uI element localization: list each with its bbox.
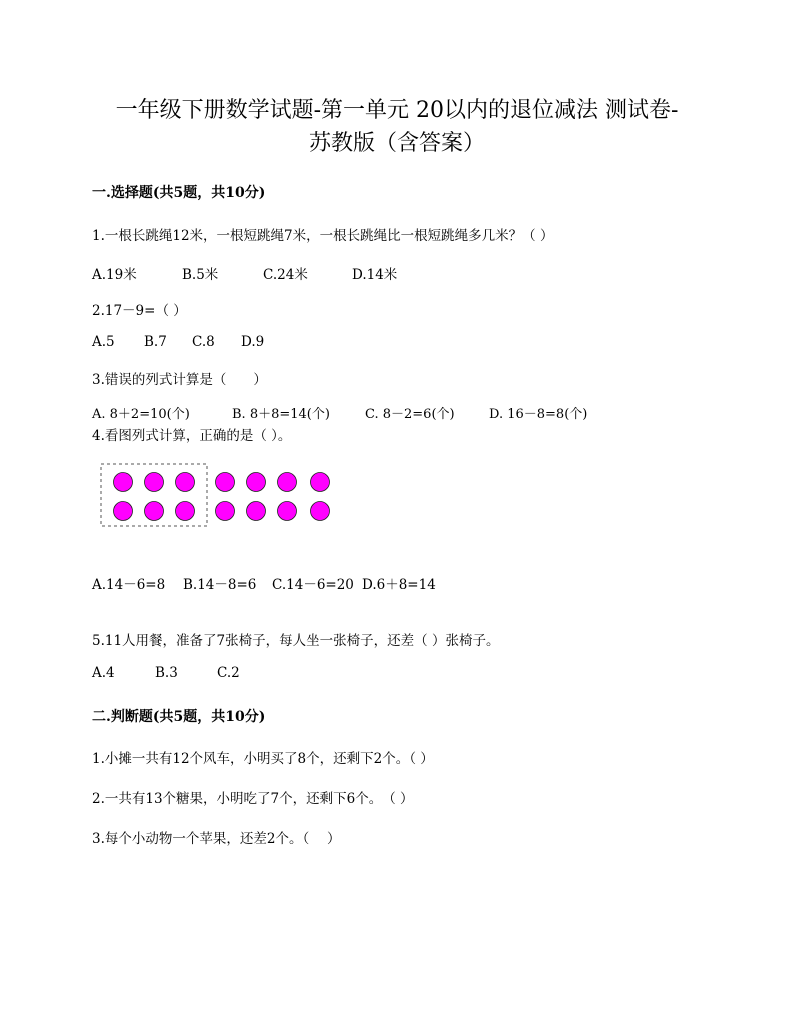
title-line-2: 苏教版（含答案）	[308, 131, 485, 156]
circle	[247, 473, 266, 492]
question-5-text: 5.11人用餐，准备了7张椅子，每人坐一张椅子，还差（ ）张椅子。	[92, 633, 500, 649]
boxed-circle	[176, 502, 195, 521]
circle	[278, 502, 297, 521]
option-d[interactable]: D.6＋8=14	[362, 577, 436, 593]
question-2-text: 2.17－9=（ ）	[92, 303, 187, 319]
option-b[interactable]: B.5米	[182, 267, 219, 283]
judgement-2-text: 2.一共有13个糖果，小明吃了7个，还剩下6个。 （ ）	[92, 791, 414, 807]
boxed-circle	[114, 473, 133, 492]
question-3-options	[92, 403, 587, 422]
question-2-options	[92, 334, 264, 350]
option-d[interactable]: D.9	[241, 334, 265, 350]
option-c[interactable]: C.2	[217, 665, 240, 681]
circle	[278, 473, 297, 492]
option-a[interactable]: A.14－6=8	[92, 577, 166, 593]
question-3-text: 3.错误的列式计算是（ ）	[92, 372, 267, 388]
option-b[interactable]: B.3	[155, 665, 178, 681]
circle	[216, 502, 235, 521]
option-b[interactable]: B.7	[144, 334, 167, 350]
page-title	[60, 94, 734, 160]
boxed-circle	[176, 473, 195, 492]
option-a[interactable]: A.19米	[92, 267, 137, 283]
option-a[interactable]: A.4	[92, 665, 115, 681]
option-d[interactable]: D. 16－8=8(个)	[489, 407, 588, 422]
circle	[311, 473, 330, 492]
question-4-text: 4.看图列式计算，正确的是（ ）。	[92, 428, 292, 444]
circle	[216, 473, 235, 492]
option-c[interactable]: C. 8－2=6(个)	[365, 407, 455, 422]
judgement-1-text: 1.小摊一共有12个风车，小明买了8个，还剩下2个。（ ）	[92, 751, 434, 767]
section-heading-judgement: 二.判断题(共5题，共10分)	[92, 709, 266, 725]
title-line-1: 一年级下册数学试题-第一单元 20以内的退位减法 测试卷-	[115, 98, 679, 123]
question-5-options	[92, 665, 240, 681]
option-b[interactable]: B.14－8=6	[183, 577, 257, 593]
option-c[interactable]: C.14－6=20	[272, 577, 354, 593]
judgement-3-text: 3.每个小动物一个苹果，还差2个。（ ）	[92, 831, 341, 847]
section-heading-choice: 一.选择题(共5题，共10分)	[92, 185, 266, 201]
option-b[interactable]: B. 8＋8=14(个)	[232, 407, 330, 422]
option-a[interactable]: A. 8＋2=10(个)	[92, 407, 190, 422]
option-d[interactable]: D.14米	[352, 267, 398, 283]
option-c[interactable]: C.24米	[263, 267, 308, 283]
circles-figure	[100, 463, 340, 529]
circle	[247, 502, 266, 521]
boxed-circle	[145, 502, 164, 521]
question-4-options	[92, 573, 436, 593]
question-1-options	[92, 263, 397, 283]
option-a[interactable]: A.5	[92, 334, 115, 350]
circles-svg	[100, 463, 340, 529]
circle	[311, 502, 330, 521]
option-c[interactable]: C.8	[192, 334, 215, 350]
boxed-circle	[145, 473, 164, 492]
question-1-text: 1.一根长跳绳12米，一根短跳绳7米，一根长跳绳比一根短跳绳多几米？（ ）	[92, 228, 554, 244]
boxed-circle	[114, 502, 133, 521]
